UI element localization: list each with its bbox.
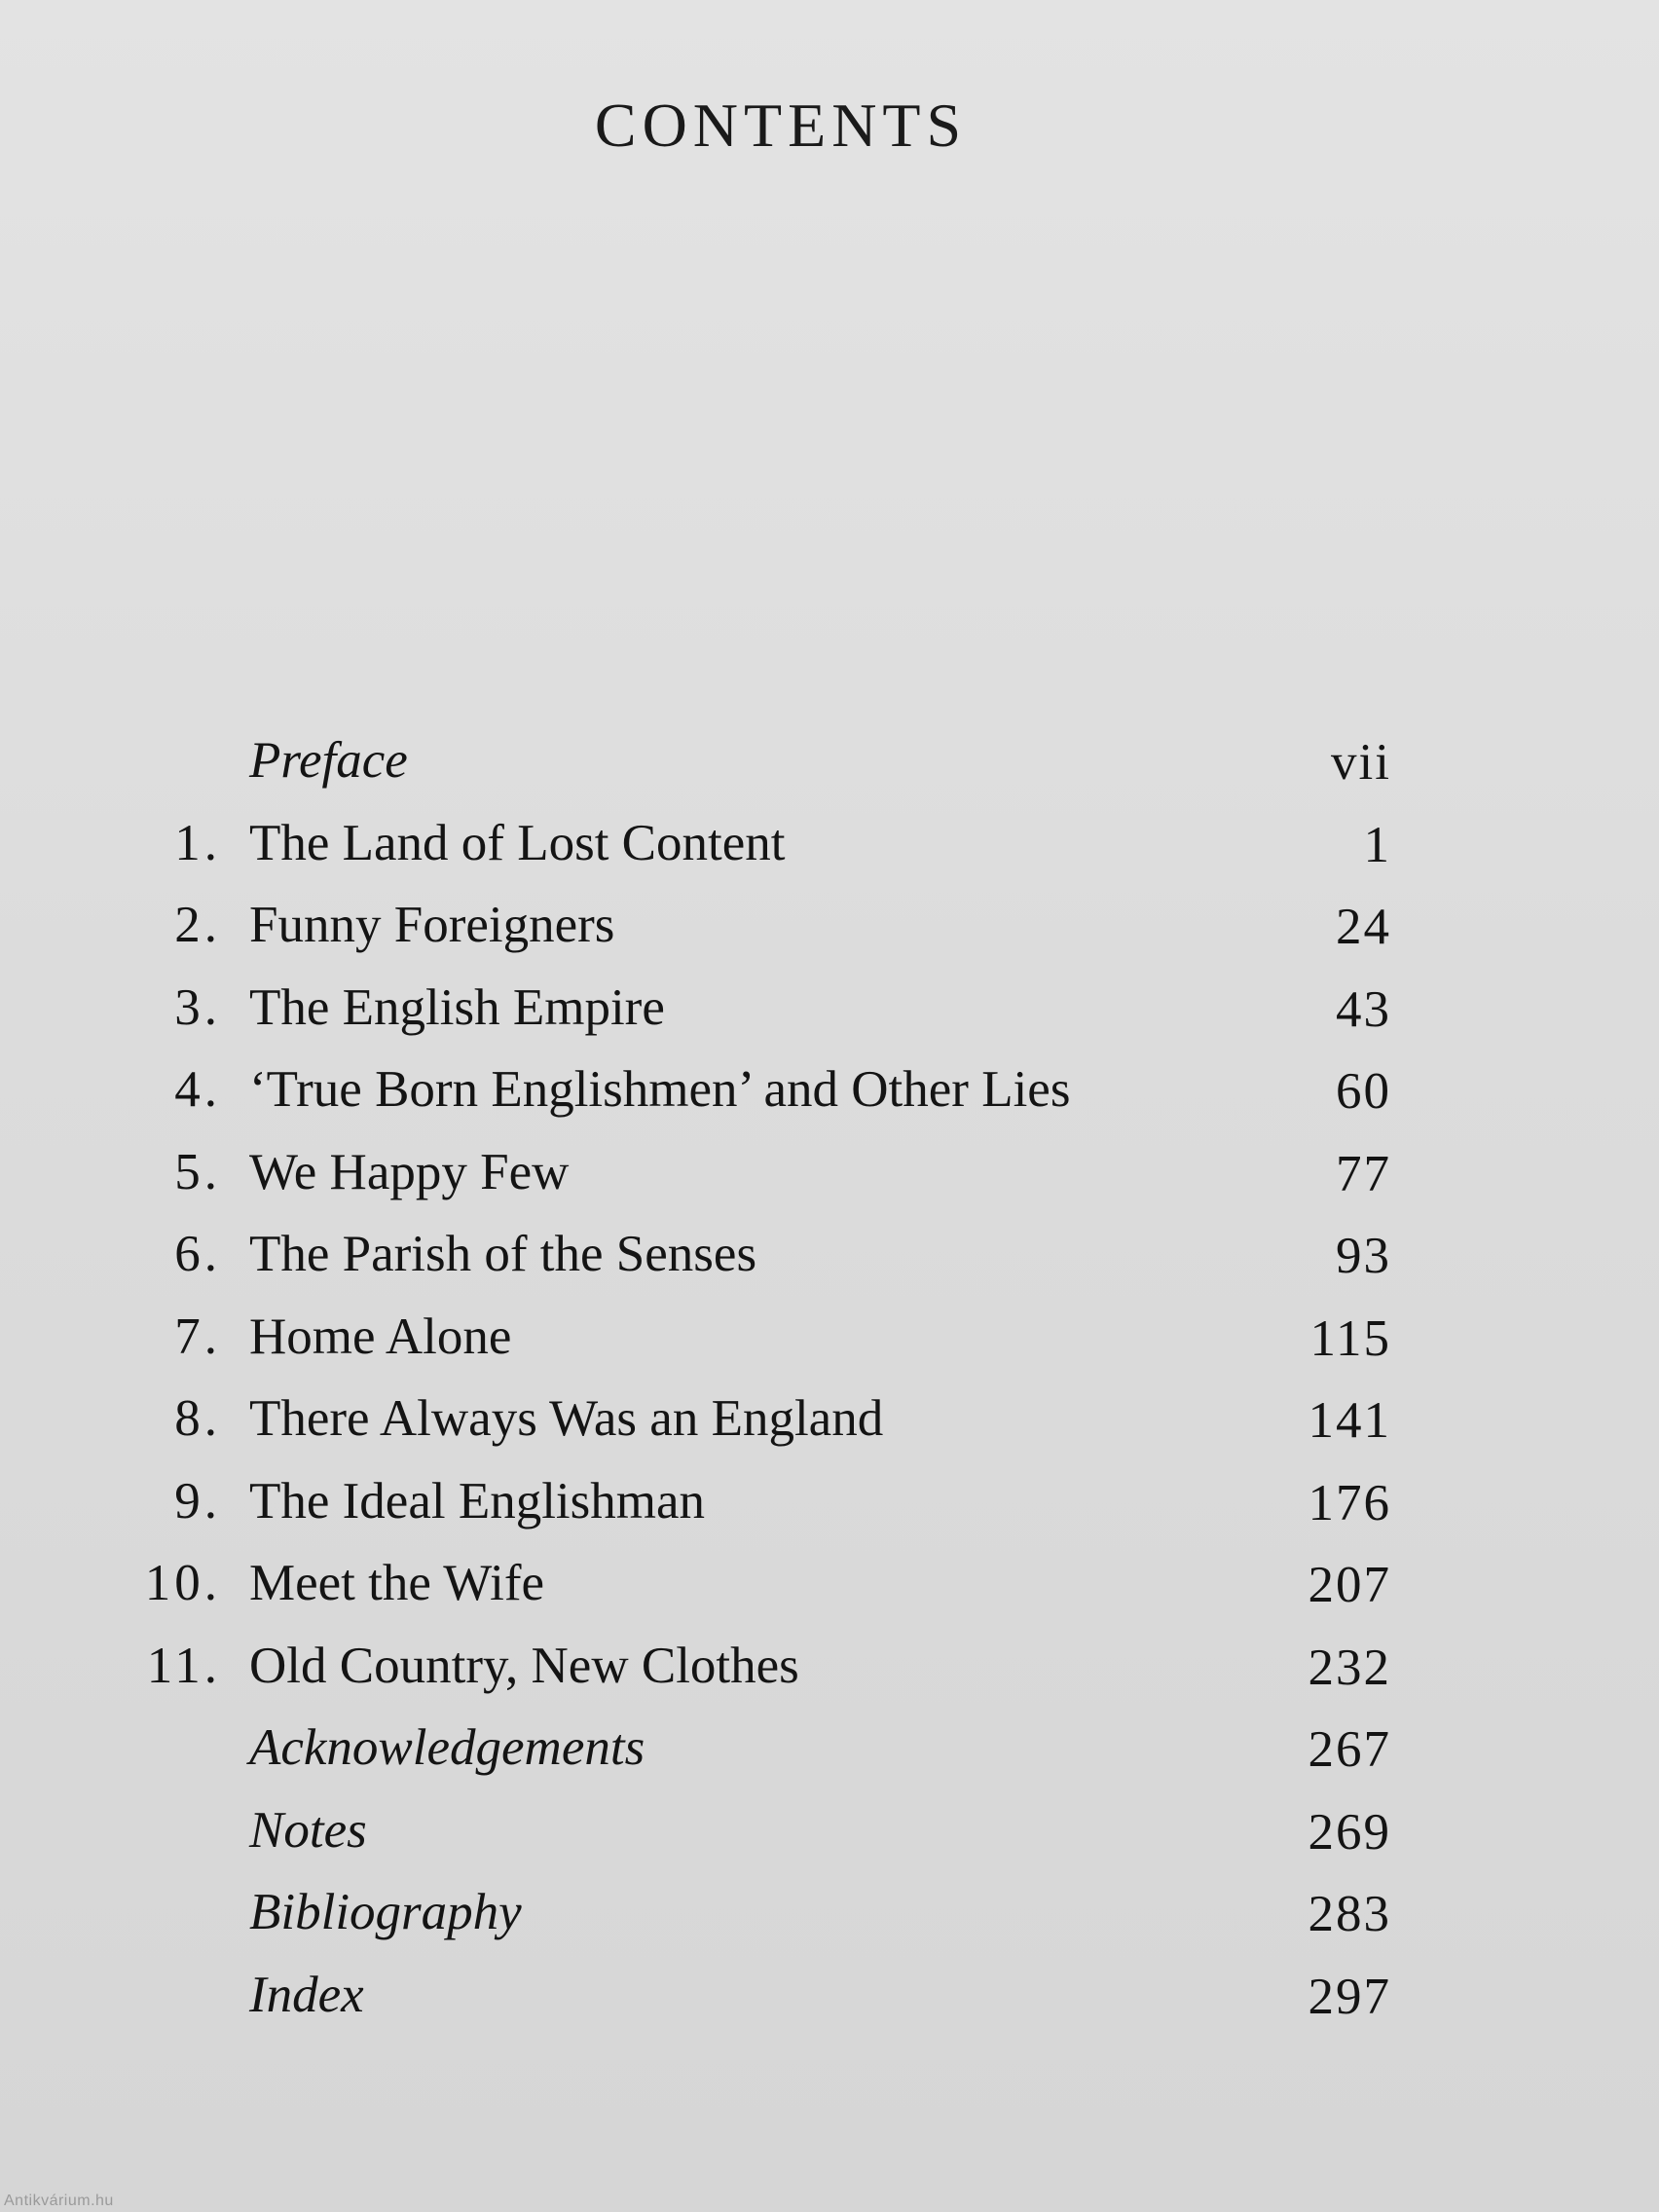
toc-entry-title: We Happy Few xyxy=(249,1143,570,1200)
toc-entry-number: 1. xyxy=(174,814,221,871)
toc-entry-title: Meet the Wife xyxy=(249,1555,544,1611)
toc-entry xyxy=(0,1960,1659,2043)
toc-entry-title: Old Country, New Clothes xyxy=(249,1637,799,1694)
toc-entry xyxy=(0,1219,1659,1302)
toc-entry-page: 141 xyxy=(1308,1392,1391,1449)
toc-entry-page: 269 xyxy=(1308,1803,1391,1861)
toc-entry xyxy=(0,1054,1659,1137)
toc-entry xyxy=(0,1466,1659,1549)
toc-entry-page: vii xyxy=(1331,734,1391,791)
toc-entry xyxy=(0,1302,1659,1384)
toc-entry-number: 7. xyxy=(174,1308,221,1365)
toc-entry-title: The Parish of the Senses xyxy=(249,1226,757,1282)
toc-entry xyxy=(0,725,1659,808)
toc-entry-title: Index xyxy=(249,1966,364,2023)
toc-entry xyxy=(0,973,1659,1055)
toc-entry xyxy=(0,1631,1659,1714)
toc-entry-title: Home Alone xyxy=(249,1308,512,1365)
page-title: CONTENTS xyxy=(594,91,968,160)
toc-entry-page: 232 xyxy=(1308,1639,1391,1696)
toc-entry-title: Preface xyxy=(249,732,408,789)
toc-entry-number: 8. xyxy=(174,1390,221,1447)
toc-entry xyxy=(0,1877,1659,1960)
toc-entry-page: 207 xyxy=(1308,1557,1391,1613)
toc-entry-title: The Ideal Englishman xyxy=(249,1472,706,1530)
toc-entry-number: 11. xyxy=(146,1637,221,1694)
toc-entry xyxy=(0,1713,1659,1795)
toc-entry xyxy=(0,1137,1659,1220)
toc-entry-page: 297 xyxy=(1308,1968,1391,2025)
toc-entry-page: 43 xyxy=(1336,980,1391,1038)
toc-entry-number: 5. xyxy=(174,1143,221,1200)
toc-entry-title: Funny Foreigners xyxy=(249,897,615,953)
toc-entry xyxy=(0,1548,1659,1631)
toc-entry-page: 115 xyxy=(1309,1309,1391,1367)
toc-entry-title: Acknowledgements xyxy=(249,1719,645,1776)
toc-entry xyxy=(0,1795,1659,1878)
toc-entry-title: ‘True Born Englishmen’ and Other Lies xyxy=(249,1061,1071,1118)
toc-entry-page: 267 xyxy=(1308,1721,1391,1778)
toc-entry-title: There Always Was an England xyxy=(249,1390,884,1447)
toc-entry-page: 93 xyxy=(1336,1228,1391,1284)
toc-entry-page: 283 xyxy=(1308,1886,1391,1942)
toc-entry-number: 3. xyxy=(174,978,221,1036)
toc-entry-title: The English Empire xyxy=(249,978,665,1036)
toc-entry xyxy=(0,808,1659,891)
toc-entry-page: 77 xyxy=(1336,1145,1391,1202)
toc-entry xyxy=(0,890,1659,973)
toc-entry-number: 9. xyxy=(174,1472,221,1530)
watermark: Antikvárium.hu xyxy=(4,2193,114,2209)
toc-entry-page: 60 xyxy=(1336,1063,1391,1120)
table-of-contents xyxy=(0,725,1659,2042)
toc-entry-page: 1 xyxy=(1363,816,1391,873)
toc-entry-title: Bibliography xyxy=(249,1884,522,1940)
toc-entry-title: The Land of Lost Content xyxy=(249,814,786,871)
toc-entry-title: Notes xyxy=(249,1801,367,1859)
toc-entry-number: 10. xyxy=(144,1555,221,1611)
toc-entry-number: 4. xyxy=(174,1061,221,1118)
toc-entry-page: 176 xyxy=(1308,1474,1391,1531)
toc-entry xyxy=(0,1383,1659,1466)
toc-entry-page: 24 xyxy=(1336,899,1391,955)
toc-entry-number: 2. xyxy=(174,897,221,953)
toc-entry-number: 6. xyxy=(174,1226,221,1282)
